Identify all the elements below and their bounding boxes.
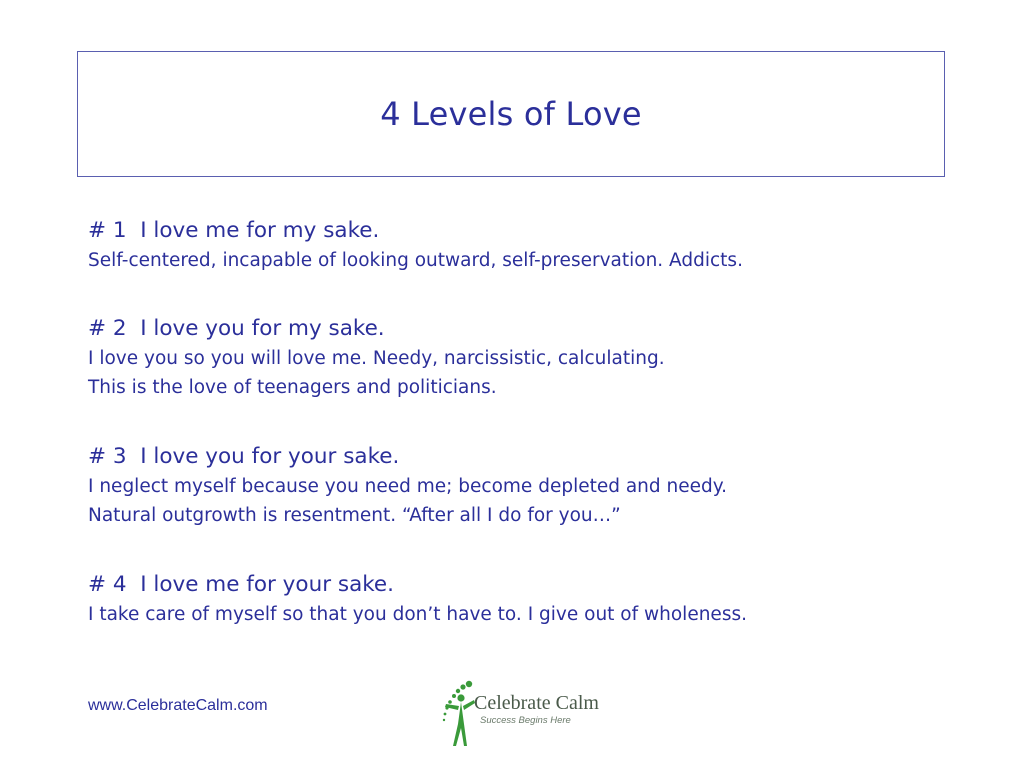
level-3	[88, 442, 727, 530]
level-1-heading: # 1 I love me for my sake.	[88, 218, 380, 243]
level-3-heading: # 3 I love you for your sake.	[88, 444, 400, 469]
level-4	[88, 570, 747, 629]
logo-tagline: Success Begins Here	[480, 715, 571, 726]
slide-title: 4 Levels of Love	[380, 95, 642, 133]
level-1	[88, 216, 743, 275]
footer-url-link[interactable]: www.CelebrateCalm.com	[88, 697, 268, 714]
level-3-description-line-2: Natural outgrowth is resentment. “After all I do for you…”	[88, 505, 621, 526]
level-2	[88, 314, 665, 402]
logo-wordmark: Celebrate Calm	[474, 692, 599, 714]
celebrate-calm-logo	[436, 678, 599, 748]
level-2-description-line-2: This is the love of teenagers and politicians.	[88, 377, 497, 398]
level-4-heading: # 4 I love me for your sake.	[88, 572, 394, 597]
level-1-description: Self-centered, incapable of looking outward, self-preservation. Addicts.	[88, 250, 743, 271]
level-2-heading: # 2 I love you for my sake.	[88, 316, 385, 341]
level-2-description-line-1: I love you so you will love me. Needy, narcissistic, calculating.	[88, 348, 665, 369]
title-box	[77, 51, 945, 177]
level-3-description-line-1: I neglect myself because you need me; become depleted and needy.	[88, 476, 727, 497]
level-4-description: I take care of myself so that you don’t have to. I give out of wholeness.	[88, 604, 747, 625]
